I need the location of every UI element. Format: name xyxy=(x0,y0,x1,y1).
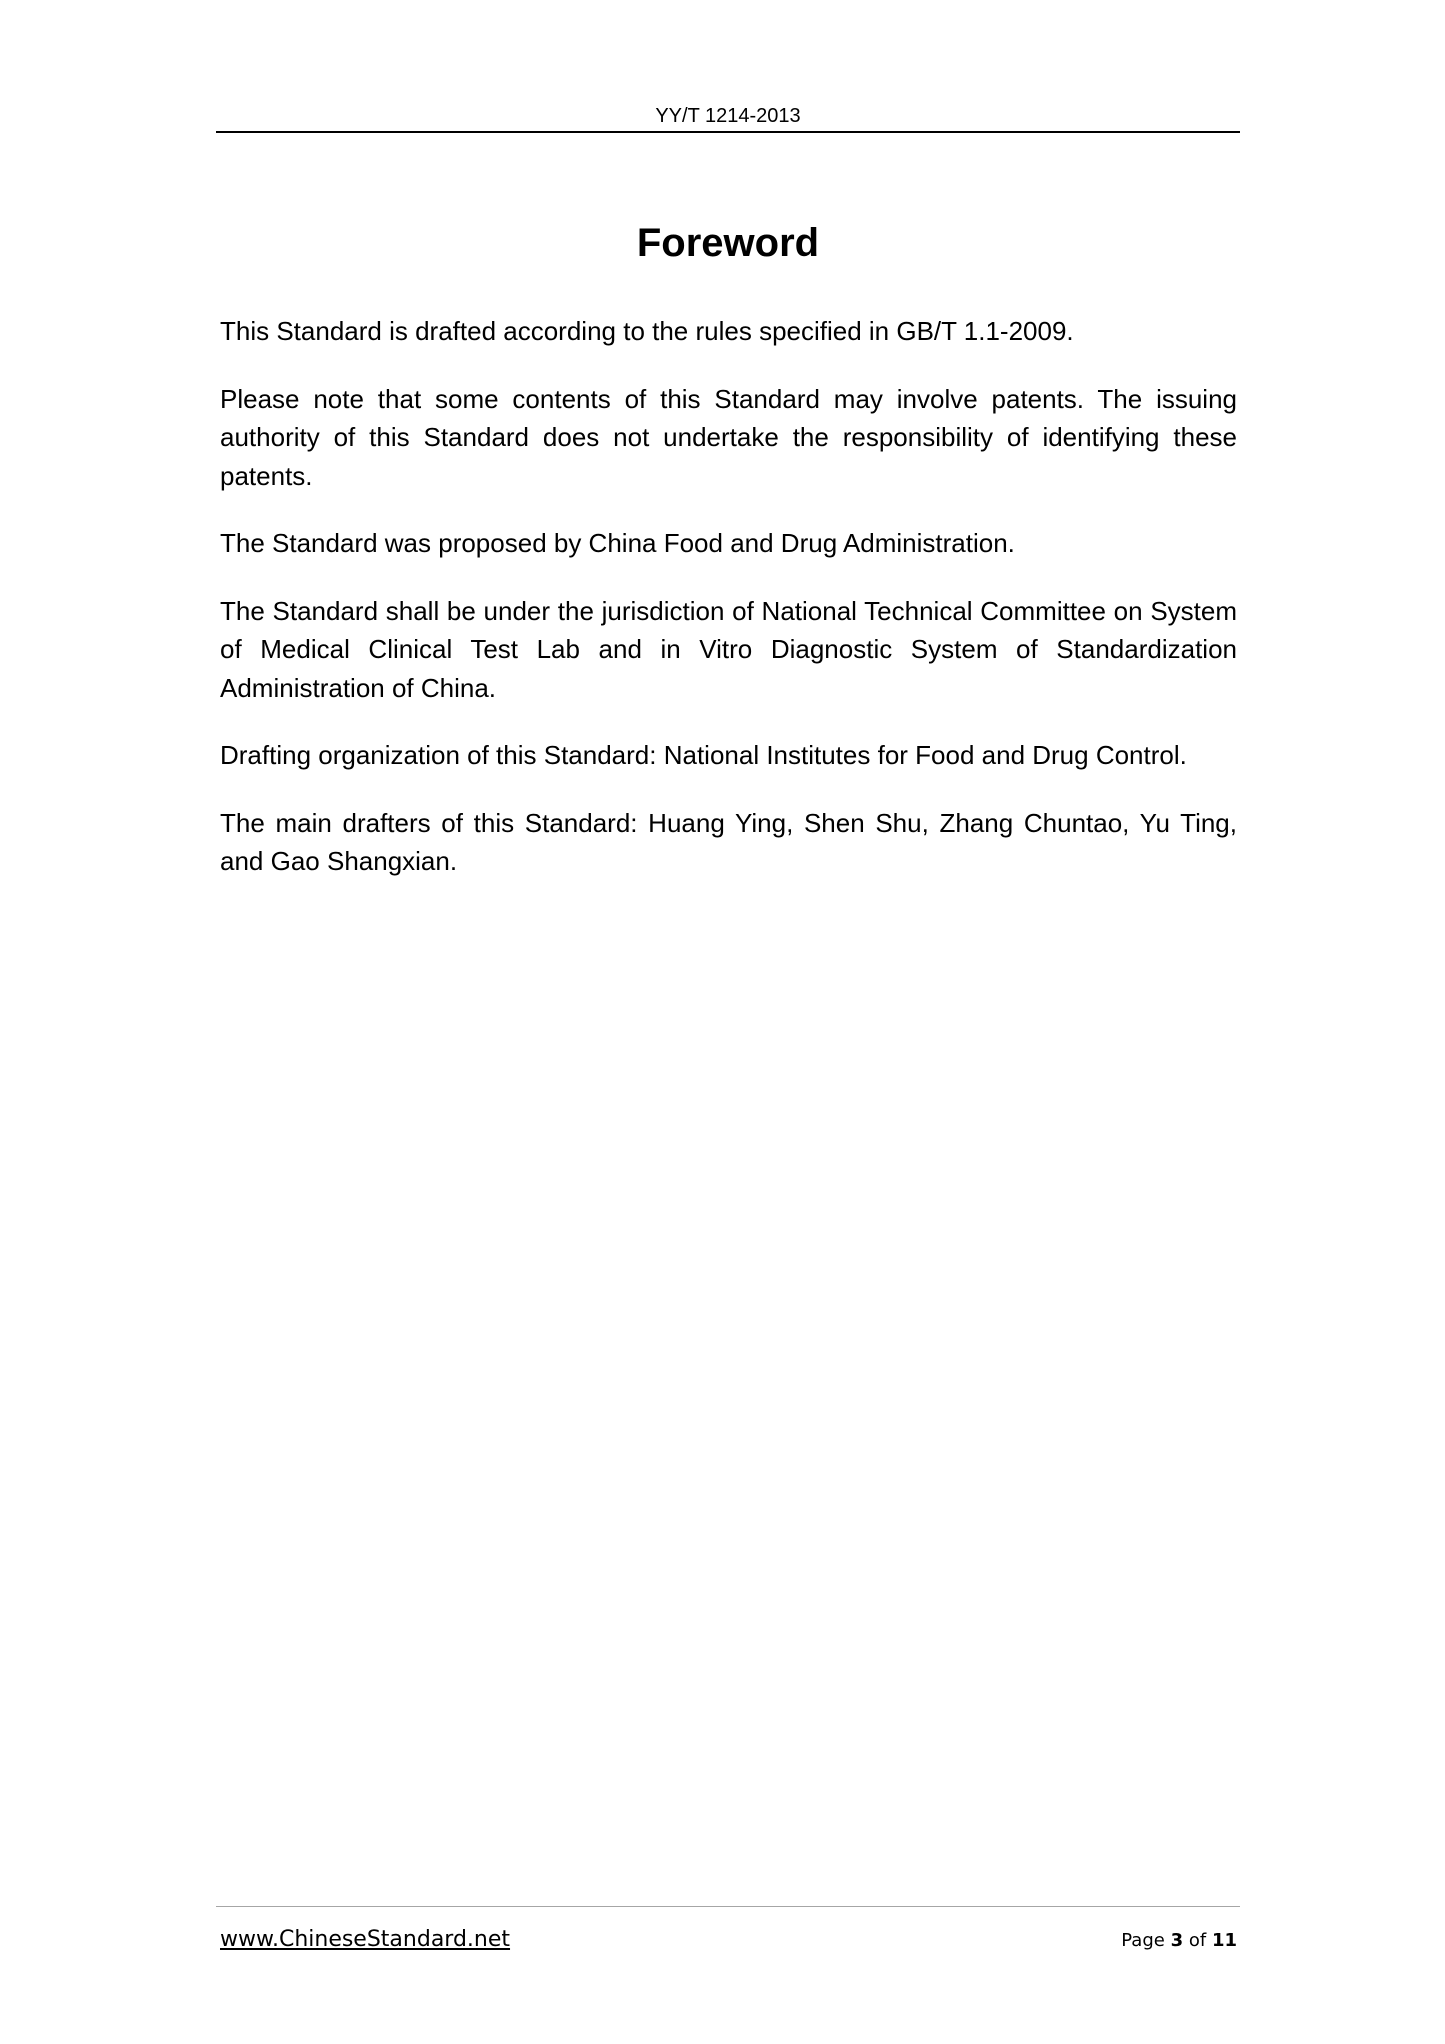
paragraph-proposed-by: The Standard was proposed by China Food and Drug Administration. xyxy=(220,528,1015,558)
footer-website-link[interactable]: www.ChineseStandard.net xyxy=(220,1927,511,1952)
footer-rule xyxy=(216,1906,1240,1907)
paragraph-jurisdiction: The Standard shall be under the jurisdiction of National Technical Committee on System of Medical Clinical Test Lab and in Vitro Diagnostic System of Standardization Administration of China. xyxy=(220,595,1237,703)
page-of: of xyxy=(1188,1930,1207,1951)
page-title: Foreword xyxy=(636,221,820,265)
header-standard-code: YY/T 1214-2013 xyxy=(655,105,801,127)
footer-page-number xyxy=(1121,1929,1237,1953)
page-current: 3 xyxy=(1170,1930,1184,1951)
page-prefix: Page xyxy=(1121,1930,1165,1951)
foreword-body xyxy=(220,312,1237,910)
paragraph-drafting-organization: Drafting organization of this Standard: National Institutes for Food and Drug Control. xyxy=(220,740,1187,770)
paragraph-main-drafters: The main drafters of this Standard: Huang Ying, Shen Shu, Zhang Chuntao, Yu Ting, and Gao Shangxian. xyxy=(220,807,1237,876)
page-total: 11 xyxy=(1211,1930,1237,1951)
paragraph-patents-note: Please note that some contents of this Standard may involve patents. The issuing authority of this Standard does not undertake the responsibility of identifying these patents. xyxy=(220,383,1237,491)
paragraph-drafting-rules: This Standard is drafted according to the rules specified in GB/T 1.1-2009. xyxy=(220,316,1074,346)
header-rule xyxy=(216,131,1240,133)
